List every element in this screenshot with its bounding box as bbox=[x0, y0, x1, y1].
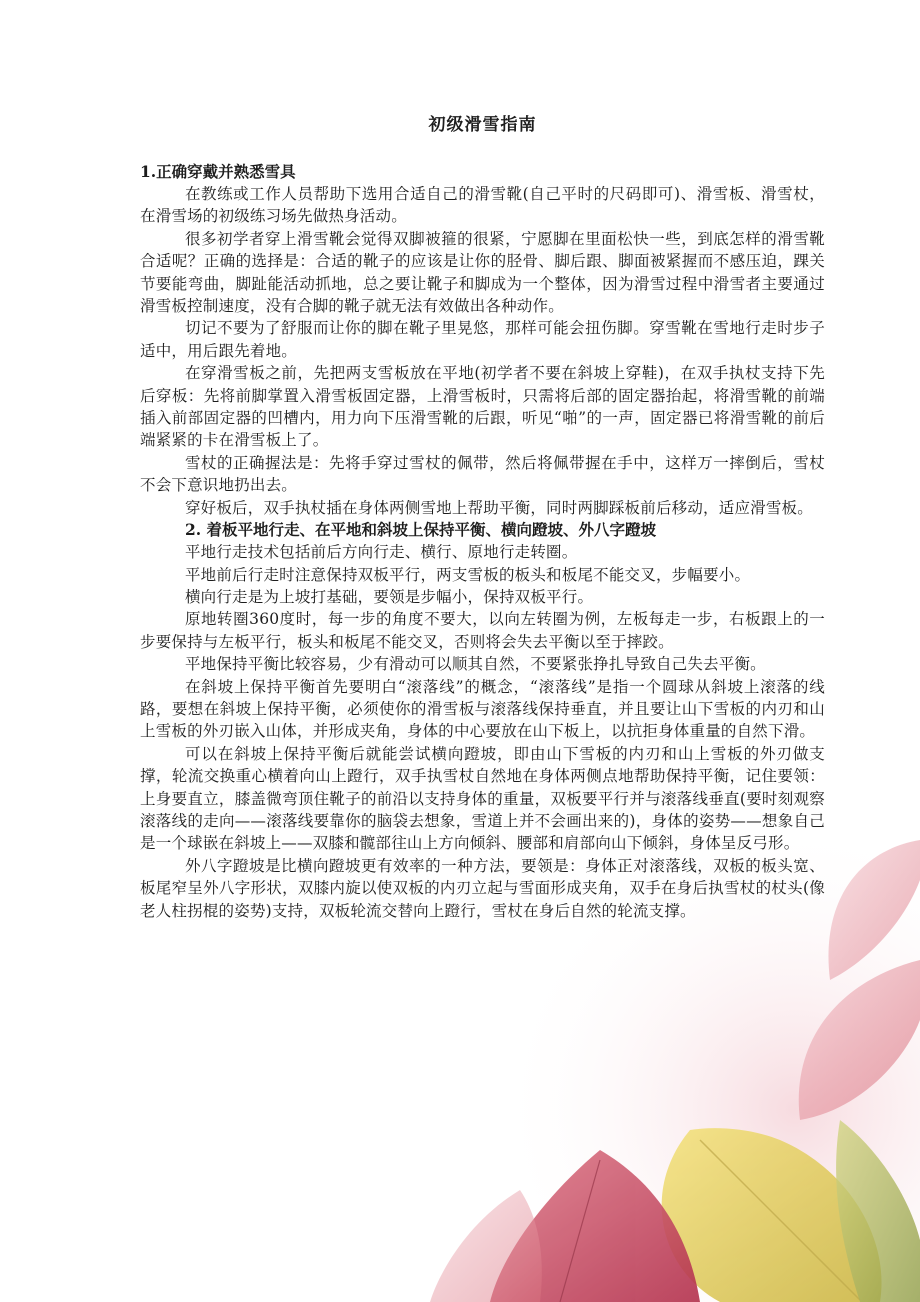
paragraph: 切记不要为了舒服而让你的脚在靴子里晃悠，那样可能会扭伤脚。穿雪靴在雪地行走时步子适中，用后跟先着地。 bbox=[140, 319, 825, 360]
section-1 bbox=[140, 161, 825, 519]
document-title: 初级滑雪指南 bbox=[428, 115, 537, 135]
paragraph: 平地前后行走时注意保持双板平行，两支雪板的板头和板尾不能交叉，步幅要小。 bbox=[184, 565, 751, 584]
paragraph: 很多初学者穿上滑雪靴会觉得双脚被箍的很紧，宁愿脚在里面松快一些，到底怎样的滑雪靴合适呢？正确的选择是：合适的靴子的应该是让你的胫骨、脚后跟、脚面被紧握而不感压迫，踝关节要能弯曲，脚趾能活动抓地，总之要让靴子和脚成为一个整体，因为滑雪过程中滑雪者主要通过滑雪板控制速度，没有合脚的靴子就无法有效做出各种动作。 bbox=[140, 229, 825, 316]
paragraph: 在斜坡上保持平衡首先要明白“滚落线”的概念，“滚落线”是指一个圆球从斜坡上滚落的线路，要想在斜坡上保持平衡，必须使你的滑雪板与滚落线保持垂直，并且要让山下雪板的内刃和山上雪板的外刃嵌入山体，并形成夹角，身体的中心要放在山下板上，以抗拒身体重量的自然下滑。 bbox=[140, 677, 825, 741]
paragraph: 雪杖的正确握法是：先将手穿过雪杖的佩带，然后将佩带握在手中，这样万一摔倒后，雪杖不会下意识地扔出去。 bbox=[140, 453, 825, 495]
paragraph: 横向行走是为上坡打基础，要领是步幅小，保持双板平行。 bbox=[184, 587, 594, 606]
section-1-heading: 1.正确穿戴并熟悉雪具 bbox=[140, 162, 296, 181]
paragraph: 原地转圈360度时，每一步的角度不要大，以向左转圈为例，左板每走一步，右板跟上的一步要保持与左板平行，板头和板尾不能交叉，否则将会失去平衡以至于摔跤。 bbox=[140, 610, 825, 651]
paragraph: 平地保持平衡比较容易，少有滑动可以顺其自然，不要紧张挣扎导致自己失去平衡。 bbox=[184, 655, 766, 674]
section-2 bbox=[140, 519, 825, 922]
paragraph: 在穿滑雪板之前，先把两支雪板放在平地(初学者不要在斜坡上穿鞋)，在双手执杖支持下先后穿板：先将前脚掌置入滑雪板固定器，上滑雪板时，只需将后部的固定器抬起，将滑雪靴的前端插入前部固定器的凹槽内，用力向下压滑雪靴的后跟，听见“啪”的一声，固定器已将滑雪靴的前后端紧紧的卡在滑雪板上了。 bbox=[140, 364, 825, 450]
paragraph: 在教练或工作人员帮助下选用合适自己的滑雪靴(自己平时的尺码即可)、滑雪板、滑雪杖，在滑雪场的初级练习场先做热身活动。 bbox=[140, 185, 825, 226]
paragraph: 可以在斜坡上保持平衡后就能尝试横向蹬坡，即由山下雪板的内刃和山上雪板的外刃做支撑，轮流交换重心横着向山上蹬行，双手执雪杖自然地在身体两侧点地帮助保持平衡，记住要领：上身要直立，膝盖微弯顶住靴子的前沿以支持身体的重量，双板要平行并与滚落线垂直(要时刻观察滚落线的走向——滚落线要靠你的脑袋去想象，雪道上并不会画出来的)，身体的姿势——想象自己是一个球嵌在斜坡上——双膝和髋部往山上方向倾斜、腰部和肩部向山下倾斜，身体呈反弓形。 bbox=[140, 744, 825, 853]
paragraph: 外八字蹬坡是比横向蹬坡更有效率的一种方法，要领是：身体正对滚落线，双板的板头宽、板尾窄呈外八字形状，双膝内旋以使双板的内刃立起与雪面形成夹角，双手在身后执雪杖的杖头(像老人柱拐棍的姿势)支持，双板轮流交替向上蹬行，雪杖在身后自然的轮流支撑。 bbox=[140, 856, 825, 920]
paragraph: 穿好板后，双手执杖插在身体两侧雪地上帮助平衡，同时两脚踩板前后移动，适应滑雪板。 bbox=[184, 498, 813, 517]
document-page bbox=[140, 110, 825, 922]
paragraph: 平地行走技术包括前后方向行走、横行、原地行走转圈。 bbox=[184, 543, 578, 562]
section-2-heading: 2. 着板平地行走、在平地和斜坡上保持平衡、横向蹬坡、外八字蹬坡 bbox=[184, 520, 657, 540]
